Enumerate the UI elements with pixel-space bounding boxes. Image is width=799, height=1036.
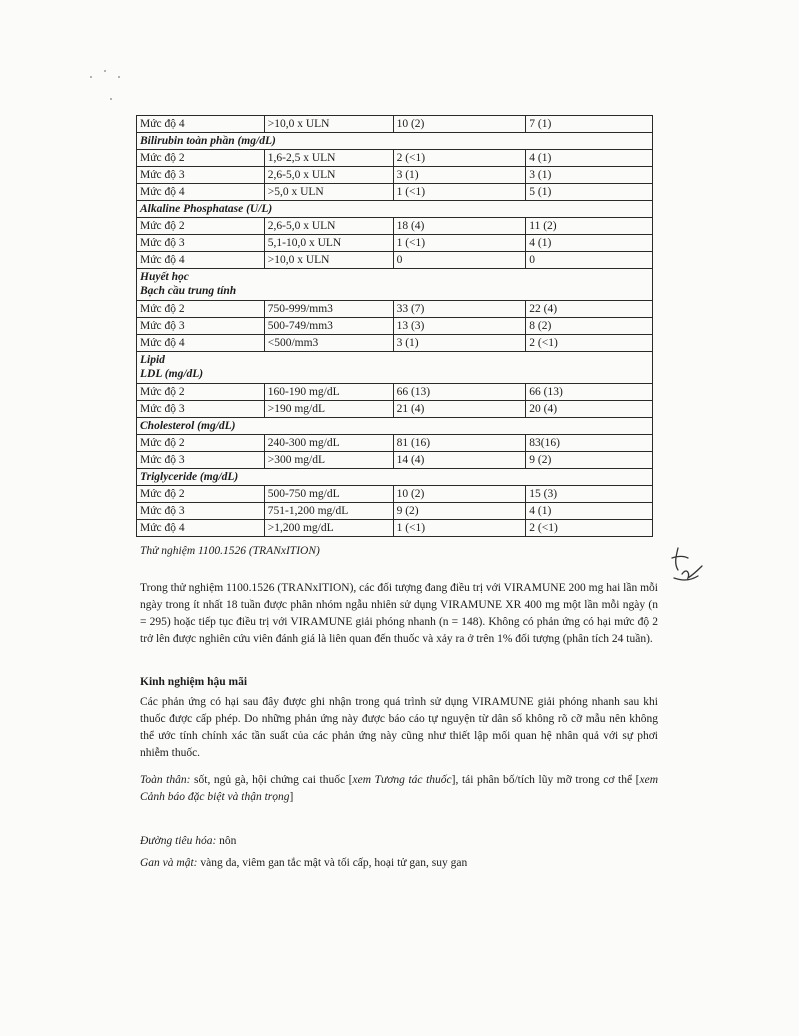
ir-count-cell: 83(16) (526, 435, 653, 452)
xr-count-cell: 21 (4) (393, 401, 526, 418)
threshold-cell: >10,0 x ULN (264, 116, 393, 133)
table-row (137, 401, 653, 418)
threshold-cell: 500-749/mm3 (264, 318, 393, 335)
ir-count-cell: 4 (1) (526, 150, 653, 167)
grade-cell: Mức độ 3 (137, 503, 265, 520)
threshold-cell: 2,6-5,0 x ULN (264, 218, 393, 235)
body-ref-2: xem Cảnh báo đặc biệt và thận trọng (140, 774, 659, 803)
table-section-row (137, 269, 653, 301)
body-text-3: ] (289, 791, 294, 803)
threshold-cell: >190 mg/dL (264, 401, 393, 418)
grade-cell: Mức độ 3 (137, 167, 265, 184)
grade-cell: Mức độ 3 (137, 235, 265, 252)
grade-cell: Mức độ 2 (137, 301, 265, 318)
threshold-cell: 500-750 mg/dL (264, 486, 393, 503)
ir-count-cell: 2 (<1) (526, 335, 653, 352)
table-row (137, 335, 653, 352)
ir-count-cell: 15 (3) (526, 486, 653, 503)
xr-count-cell: 81 (16) (393, 435, 526, 452)
xr-count-cell: 1 (<1) (393, 520, 526, 537)
table-row (137, 235, 653, 252)
xr-count-cell: 18 (4) (393, 218, 526, 235)
threshold-cell: 751-1,200 mg/dL (264, 503, 393, 520)
xr-count-cell: 1 (<1) (393, 235, 526, 252)
threshold-cell: 160-190 mg/dL (264, 384, 393, 401)
liver-label: Gan và mật: (140, 857, 198, 869)
ir-count-cell: 22 (4) (526, 301, 653, 318)
threshold-cell: <500/mm3 (264, 335, 393, 352)
body-label: Toàn thân: (140, 774, 191, 786)
section-header-line: Huyết học (140, 271, 189, 283)
ir-count-cell: 0 (526, 252, 653, 269)
threshold-cell: >10,0 x ULN (264, 252, 393, 269)
xr-count-cell: 33 (7) (393, 301, 526, 318)
xr-count-cell: 66 (13) (393, 384, 526, 401)
gastrointestinal-paragraph (140, 833, 658, 850)
section-header-cell (137, 269, 653, 301)
threshold-cell: >1,200 mg/dL (264, 520, 393, 537)
table-row (137, 252, 653, 269)
table-row (137, 301, 653, 318)
table-row (137, 435, 653, 452)
table-row (137, 218, 653, 235)
section-header-line: Lipid (140, 354, 165, 366)
xr-count-cell: 13 (3) (393, 318, 526, 335)
section-header-cell (137, 469, 653, 486)
body-text-2: ], tái phân bố/tích lũy mỡ trong cơ thể [ (451, 774, 640, 786)
body-text-1: sốt, ngủ gà, hội chứng cai thuốc [ (190, 774, 353, 786)
table-section-row (137, 469, 653, 486)
threshold-cell: 5,1-10,0 x ULN (264, 235, 393, 252)
section-header-cell (137, 352, 653, 384)
xr-count-cell: 3 (1) (393, 167, 526, 184)
section-header-cell (137, 201, 653, 218)
table-row (137, 184, 653, 201)
table-row (137, 384, 653, 401)
xr-count-cell: 10 (2) (393, 486, 526, 503)
xr-count-cell: 0 (393, 252, 526, 269)
threshold-cell: >5,0 x ULN (264, 184, 393, 201)
liver-paragraph (140, 855, 658, 872)
table-section-row (137, 201, 653, 218)
threshold-cell: >300 mg/dL (264, 452, 393, 469)
ir-count-cell: 7 (1) (526, 116, 653, 133)
postmarketing-paragraph: Các phản ứng có hại sau đây được ghi nhận trong quá trình sử dụng VIRAMUNE giải phóng nhanh sau khi thuốc được cấp phép. Do những phản ứng này được báo cáo tự nguyện từ dân số không rõ cỡ mẫu nên không thể ước tính chính xác tần suất của các phản ứng này cũng như thiết lập mối quan hệ nhân quả với sự phơi nhiễm thuốc. (140, 696, 658, 759)
table-section-row (137, 352, 653, 384)
table-row (137, 318, 653, 335)
grade-cell: Mức độ 4 (137, 116, 265, 133)
grade-cell: Mức độ 4 (137, 335, 265, 352)
section-header-line: Bạch cầu trung tính (140, 285, 237, 297)
grade-cell: Mức độ 2 (137, 150, 265, 167)
table-row (137, 520, 653, 537)
threshold-cell: 1,6-2,5 x ULN (264, 150, 393, 167)
trial-title: Thử nghiệm 1100.1526 (TRANxITION) (140, 545, 320, 557)
ir-count-cell: 3 (1) (526, 167, 653, 184)
grade-cell: Mức độ 2 (137, 435, 265, 452)
xr-count-cell: 14 (4) (393, 452, 526, 469)
section-header-line: Triglyceride (mg/dL) (140, 471, 239, 483)
ir-count-cell: 4 (1) (526, 235, 653, 252)
section-header-line: LDL (mg/dL) (140, 368, 204, 380)
table-section-row (137, 418, 653, 435)
gi-text: nôn (216, 835, 237, 847)
section-header-cell (137, 418, 653, 435)
table-row (137, 167, 653, 184)
ir-count-cell: 9 (2) (526, 452, 653, 469)
grade-cell: Mức độ 4 (137, 252, 265, 269)
scan-specks (90, 70, 130, 110)
grade-cell: Mức độ 3 (137, 401, 265, 418)
ir-count-cell: 11 (2) (526, 218, 653, 235)
xr-count-cell: 2 (<1) (393, 150, 526, 167)
ir-count-cell: 66 (13) (526, 384, 653, 401)
xr-count-cell: 1 (<1) (393, 184, 526, 201)
section-header-cell (137, 133, 653, 150)
ir-count-cell: 20 (4) (526, 401, 653, 418)
grade-cell: Mức độ 2 (137, 486, 265, 503)
grade-cell: Mức độ 3 (137, 318, 265, 335)
table-section-row (137, 133, 653, 150)
section-header-line: Alkaline Phosphatase (U/L) (140, 203, 273, 215)
grade-cell: Mức độ 3 (137, 452, 265, 469)
grade-cell: Mức độ 2 (137, 218, 265, 235)
lab-abnormalities-table (136, 115, 653, 537)
handwritten-initials (668, 544, 704, 586)
ir-count-cell: 2 (<1) (526, 520, 653, 537)
threshold-cell: 750-999/mm3 (264, 301, 393, 318)
liver-text: vàng da, viêm gan tắc mật và tối cấp, hoại tử gan, suy gan (197, 857, 468, 869)
xr-count-cell: 9 (2) (393, 503, 526, 520)
ir-count-cell: 8 (2) (526, 318, 653, 335)
body-as-whole-paragraph (140, 772, 658, 806)
trial-paragraph: Trong thử nghiệm 1100.1526 (TRANxITION), các đối tượng đang điều trị với VIRAMUNE 200 mg hai lần mỗi ngày trong ít nhất 18 tuần được phân nhóm ngẫu nhiên sử dụng VIRAMUNE XR 400 mg một lần mỗi ngày (n = 295) hoặc tiếp tục điều trị với VIRAMUNE giải phóng nhanh (n = 148). Không có phản ứng có hại mức độ 2 trở lên được nghiên cứu viên đánh giá là liên quan đến thuốc và xảy ra ở trên 1% đối tượng (phân tích 24 tuần). (140, 582, 658, 645)
grade-cell: Mức độ 4 (137, 520, 265, 537)
table-row (137, 503, 653, 520)
ir-count-cell: 4 (1) (526, 503, 653, 520)
ir-count-cell: 5 (1) (526, 184, 653, 201)
section-header-line: Bilirubin toàn phần (mg/dL) (140, 135, 276, 147)
xr-count-cell: 10 (2) (393, 116, 526, 133)
table-row (137, 452, 653, 469)
gi-label: Đường tiêu hóa: (140, 835, 217, 847)
table-row (137, 116, 653, 133)
table-row (137, 486, 653, 503)
grade-cell: Mức độ 4 (137, 184, 265, 201)
section-header-line: Cholesterol (mg/dL) (140, 420, 236, 432)
xr-count-cell: 3 (1) (393, 335, 526, 352)
table-row (137, 150, 653, 167)
threshold-cell: 240-300 mg/dL (264, 435, 393, 452)
grade-cell: Mức độ 2 (137, 384, 265, 401)
threshold-cell: 2,6-5,0 x ULN (264, 167, 393, 184)
body-ref-1: xem Tương tác thuốc (352, 774, 452, 786)
postmarketing-heading: Kinh nghiệm hậu mãi (140, 676, 248, 688)
